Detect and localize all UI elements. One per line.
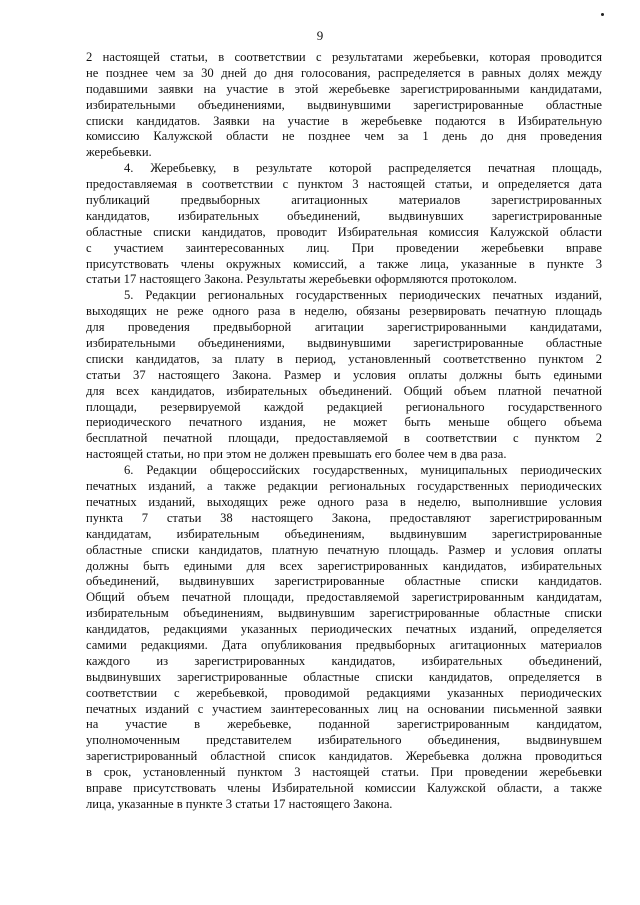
text-line: на участие в жеребьевке, поданной зарегистрированным кандидатом, bbox=[86, 717, 602, 732]
text-line: соответствии с жеребьевкой, проводимой редакциями указанных периодических bbox=[86, 685, 602, 700]
text-line: кандидатов, редакциями указанных периодических печатных изданий, определяется bbox=[86, 622, 602, 637]
text-line: лица, указанные в пункте 3 статьи 17 настоящего Закона. bbox=[86, 796, 393, 811]
text-line: самими редакциями. Дата опубликования предвыборных агитационных материалов bbox=[86, 637, 602, 652]
text-line: кандидатам, избирательным объединениям, выдвинувшим зарегистрированные bbox=[86, 526, 602, 541]
text-line: с участием заинтересованных лиц. При проведении жеребьевки вправе bbox=[86, 240, 602, 255]
text-line: настоящей статьи, но при этом не должен превышать его более чем в два раза. bbox=[86, 447, 507, 462]
text-line: зарегистрированный областной список кандидатов. Жеребьевка должна проводиться bbox=[86, 749, 602, 764]
text-line: для всех кандидатов, избирательных объединений. Общий объем платной печатной bbox=[86, 383, 602, 398]
text-line: объединений, выдвинувших зарегистрированные областные списки кандидатов. bbox=[86, 574, 602, 589]
text-line: комиссию Калужской области не позднее чем за 1 день до дня проведения bbox=[86, 129, 602, 144]
text-line: периодического печатного издания, не может быть меньше общего объема bbox=[86, 415, 602, 430]
text-line: избирательным объединениям, выдвинувшим зарегистрированные областные списки bbox=[86, 606, 602, 621]
text-line: печатных изданий с участием заинтересованных лиц на основании письменной заявки bbox=[86, 701, 602, 716]
text-line: пункта 7 статьи 38 настоящего Закона, предоставляют зарегистрированным bbox=[86, 510, 602, 525]
text-line: избирательными объединениями, выдвинувшими зарегистрированные областные bbox=[86, 97, 602, 112]
text-line: областные списки кандидатов, платную печатную площадь. Размер и условия оплаты bbox=[86, 542, 602, 557]
text-line: площади, резервируемой каждой редакцией регионального государственного bbox=[86, 399, 602, 414]
text-line: вправе присутствовать члены Избирательной комиссии Калужской области, а также bbox=[86, 780, 602, 795]
text-line: не позднее чем за 30 дней до дня голосования, распределяется в равных долях между bbox=[86, 65, 602, 80]
text-line: присутствовать члены окружных комиссий, а также лица, указанные в пункте 3 bbox=[86, 256, 602, 271]
document-body bbox=[86, 50, 602, 813]
text-line: печатных изданий, а также редакции региональных государственных периодических bbox=[86, 479, 602, 494]
text-line: подавшими заявки на участие в этой жеребьевке зарегистрированными кандидатами, bbox=[86, 81, 602, 96]
text-line: кандидатов, избирательных объединений, выдвинувших зарегистрированные bbox=[86, 208, 602, 223]
text-line: каждого из зарегистрированных кандидатов, избирательных объединений, bbox=[86, 653, 602, 668]
text-line: избирательными объединениями, выдвинувшими зарегистрированные областные bbox=[86, 336, 602, 351]
text-line: выходящих не реже одного раза в неделю, обязаны резервировать печатную площадь bbox=[86, 304, 602, 319]
text-line: статьи 17 настоящего Закона. Результаты жеребьевки оформляются протоколом. bbox=[86, 272, 517, 287]
text-line: бесплатной печатной площади, предоставляемой в соответствии с пунктом 2 bbox=[86, 431, 602, 446]
text-line: статьи 37 настоящего Закона. Размер и условия оплаты должны быть едиными bbox=[86, 367, 602, 382]
text-line: предоставляемая в соответствии с пунктом 3 настоящей статьи, и определяется дата bbox=[86, 177, 602, 192]
text-line: областные списки кандидатов, проводит Избирательная комиссия Калужской области bbox=[86, 224, 602, 239]
text-line: 5. Редакции региональных государственных периодических печатных изданий, bbox=[124, 288, 602, 303]
text-line: 6. Редакции общероссийских государственных, муниципальных периодических bbox=[124, 463, 602, 478]
text-line: выдвинувших зарегистрированные областные списки кандидатов, определяется в bbox=[86, 669, 602, 684]
text-line: списки кандидатов, за плату в период, установленный соответственно пунктом 2 bbox=[86, 351, 602, 366]
page-number: 9 bbox=[316, 28, 324, 43]
scan-mark bbox=[601, 13, 604, 16]
text-line: должны быть едиными для всех зарегистрированных кандидатов, избирательных bbox=[86, 558, 602, 573]
text-line: 2 настоящей статьи, в соответствии с результатами жеребьевки, которая проводится bbox=[86, 50, 602, 64]
text-line: в срок, установленный пунктом 3 настоящей статьи. При проведении жеребьевки bbox=[86, 765, 602, 780]
text-line: публикаций предвыборных агитационных материалов зарегистрированных bbox=[86, 193, 602, 208]
text-line: жеребьевки. bbox=[86, 145, 152, 160]
text-line: 4. Жеребьевку, в результате которой распределяется печатная площадь, bbox=[124, 161, 602, 176]
text-line: уполномоченным представителем избирательного объединения, выдвинувшем bbox=[86, 733, 602, 748]
text-line: для проведения предвыборной агитации зарегистрированными кандидатами, bbox=[86, 320, 602, 335]
text-line: Общий объем печатной площади, предоставляемой зарегистрированным кандидатам, bbox=[86, 590, 602, 605]
text-line: печатных изданий, выходящих реже одного раза в неделю, выполнившие условия bbox=[86, 494, 602, 509]
text-line: списки кандидатов. Заявки на участие в жеребьевке подаются в Избирательную bbox=[86, 113, 602, 128]
